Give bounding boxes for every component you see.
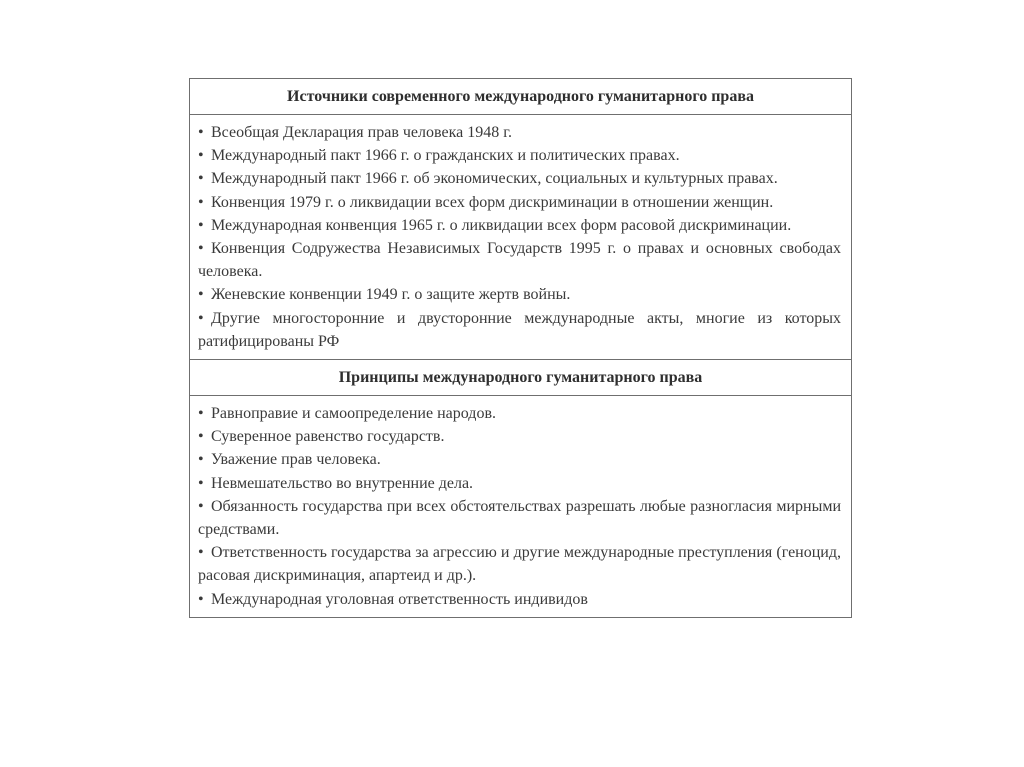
sources-header: Источники современного международного гуманитарного права bbox=[190, 79, 851, 115]
list-item: • Международная конвенция 1965 г. о ликвидации всех форм расовой дискриминации. bbox=[198, 214, 841, 237]
list-item: • Международный пакт 1966 г. о гражданских и политических правах. bbox=[198, 144, 841, 167]
list-item: • Ответственность государства за агрессию и другие международные преступления (геноцид, расовая дискриминация, апартеид и др.). bbox=[198, 541, 841, 587]
list-item: • Обязанность государства при всех обстоятельствах разрешать любые разногласия мирными средствами. bbox=[198, 495, 841, 541]
principles-list bbox=[190, 396, 851, 617]
list-item: • Женевские конвенции 1949 г. о защите жертв войны. bbox=[198, 283, 841, 306]
list-item: • Другие многосторонние и двусторонние международные акты, многие из которых ратифицированы РФ bbox=[198, 307, 841, 353]
list-item: • Равноправие и самоопределение народов. bbox=[198, 402, 841, 425]
list-item: • Международный пакт 1966 г. об экономических, социальных и культурных правах. bbox=[198, 167, 841, 190]
list-item: • Суверенное равенство государств. bbox=[198, 425, 841, 448]
list-item: • Конвенция 1979 г. о ликвидации всех форм дискриминации в отношении женщин. bbox=[198, 191, 841, 214]
principles-header: Принципы международного гуманитарного права bbox=[190, 359, 851, 396]
list-item: • Конвенция Содружества Независимых Государств 1995 г. о правах и основных свободах человека. bbox=[198, 237, 841, 283]
list-item: • Уважение прав человека. bbox=[198, 448, 841, 471]
list-item: • Международная уголовная ответственность индивидов bbox=[198, 588, 841, 611]
sources-list bbox=[190, 115, 851, 359]
list-item: • Невмешательство во внутренние дела. bbox=[198, 472, 841, 495]
law-table bbox=[189, 78, 852, 618]
list-item: • Всеобщая Декларация прав человека 1948 г. bbox=[198, 121, 841, 144]
